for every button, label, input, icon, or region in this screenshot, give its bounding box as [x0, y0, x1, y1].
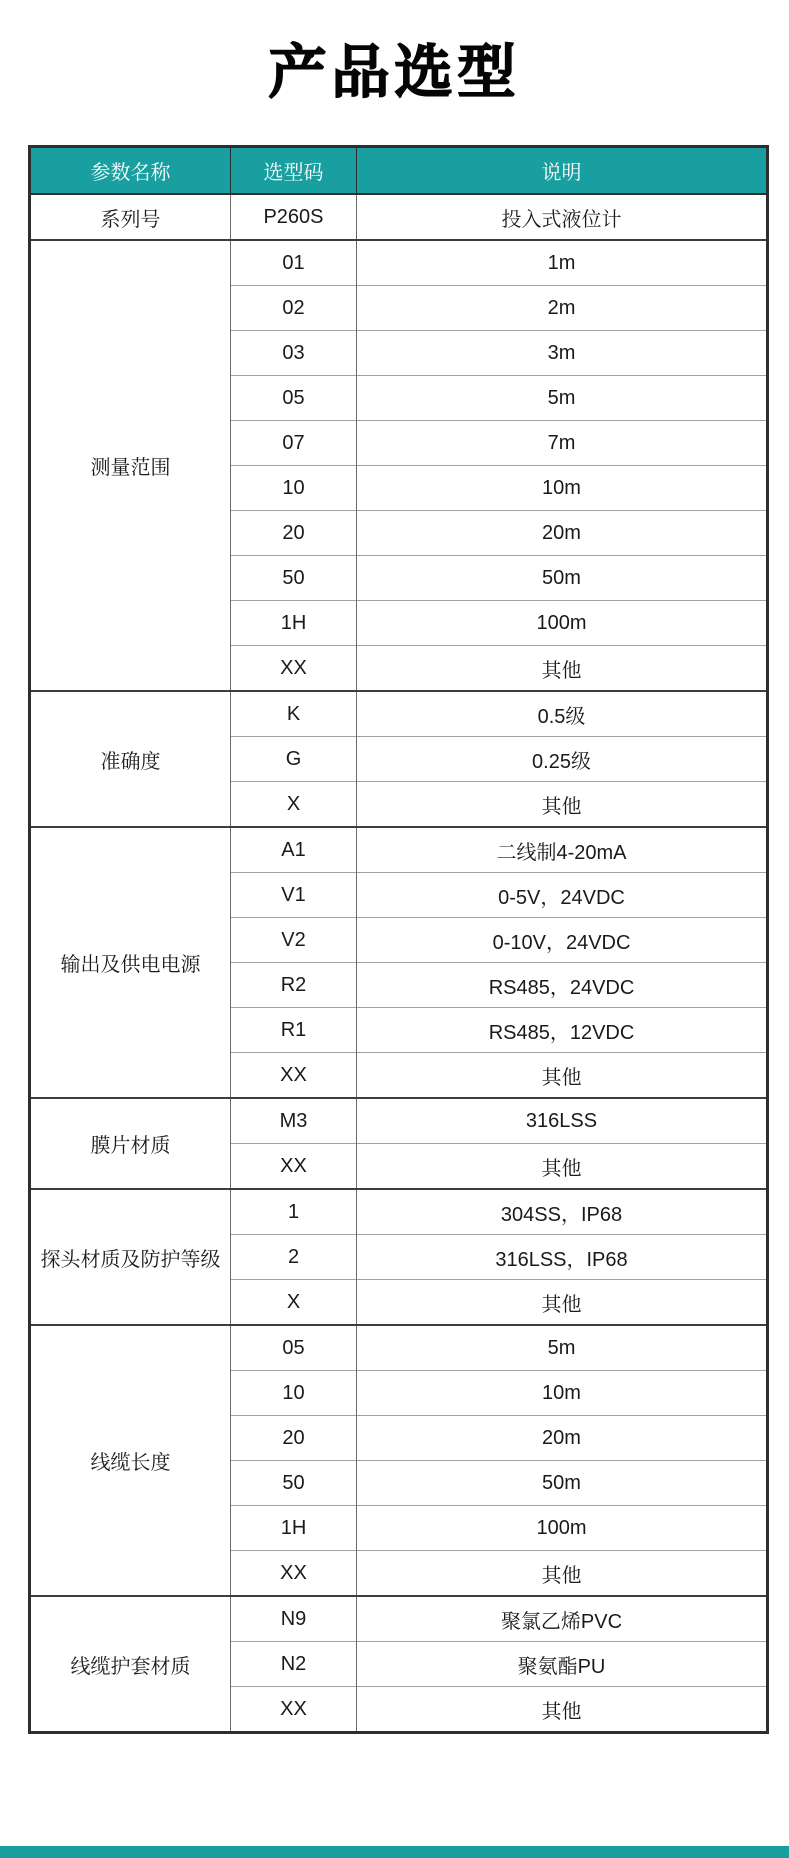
code-cell: M3	[231, 1098, 357, 1144]
header-row	[30, 147, 768, 195]
param-name-cell: 准确度	[30, 691, 231, 827]
code-cell: XX	[231, 1551, 357, 1597]
code-cell: XX	[231, 1144, 357, 1190]
desc-cell: 7m	[357, 421, 768, 466]
code-cell: 50	[231, 556, 357, 601]
code-cell: 20	[231, 1416, 357, 1461]
param-name-cell: 系列号	[30, 194, 231, 240]
code-cell: P260S	[231, 194, 357, 240]
desc-cell: 聚氨酯PU	[357, 1642, 768, 1687]
desc-cell: 20m	[357, 511, 768, 556]
col-header-parameter-name: 参数名称	[30, 147, 231, 195]
code-cell: 50	[231, 1461, 357, 1506]
desc-cell: 20m	[357, 1416, 768, 1461]
code-cell: XX	[231, 1053, 357, 1099]
code-cell: 1H	[231, 601, 357, 646]
col-header-description: 说明	[357, 147, 768, 195]
table-row	[30, 827, 768, 873]
desc-cell: 其他	[357, 646, 768, 692]
code-cell: XX	[231, 1687, 357, 1733]
desc-cell: RS485，12VDC	[357, 1008, 768, 1053]
desc-cell: 其他	[357, 1551, 768, 1597]
desc-cell: 其他	[357, 1687, 768, 1733]
code-cell: G	[231, 737, 357, 782]
table-row	[30, 691, 768, 737]
code-cell: A1	[231, 827, 357, 873]
desc-cell: 0-5V，24VDC	[357, 873, 768, 918]
table-row	[30, 1596, 768, 1642]
table-row	[30, 194, 768, 240]
param-name-cell: 探头材质及防护等级	[30, 1189, 231, 1325]
code-cell: 2	[231, 1235, 357, 1280]
desc-cell: 其他	[357, 1144, 768, 1190]
desc-cell: 5m	[357, 1325, 768, 1371]
page-title: 产品选型	[268, 40, 521, 105]
code-cell: 20	[231, 511, 357, 556]
param-name-cell: 输出及供电电源	[30, 827, 231, 1098]
code-cell: 10	[231, 466, 357, 511]
table-row	[30, 1325, 768, 1371]
table-row	[30, 1098, 768, 1144]
code-cell: X	[231, 1280, 357, 1326]
desc-cell: 5m	[357, 376, 768, 421]
table-header	[30, 147, 768, 195]
code-cell: R2	[231, 963, 357, 1008]
desc-cell: 0-10V，24VDC	[357, 918, 768, 963]
desc-cell: 投入式液位计	[357, 194, 768, 240]
desc-cell: 1m	[357, 240, 768, 286]
code-cell: R1	[231, 1008, 357, 1053]
col-header-selection-code: 选型码	[231, 147, 357, 195]
param-name-cell: 膜片材质	[30, 1098, 231, 1189]
desc-cell: 0.5级	[357, 691, 768, 737]
desc-cell: 10m	[357, 1371, 768, 1416]
code-cell: K	[231, 691, 357, 737]
table-body	[30, 194, 768, 1733]
desc-cell: 聚氯乙烯PVC	[357, 1596, 768, 1642]
code-cell: 1H	[231, 1506, 357, 1551]
code-cell: 01	[231, 240, 357, 286]
desc-cell: 100m	[357, 1506, 768, 1551]
desc-cell: 316LSS	[357, 1098, 768, 1144]
code-cell: N2	[231, 1642, 357, 1687]
desc-cell: 二线制4-20mA	[357, 827, 768, 873]
code-cell: 10	[231, 1371, 357, 1416]
desc-cell: RS485，24VDC	[357, 963, 768, 1008]
desc-cell: 50m	[357, 1461, 768, 1506]
code-cell: V1	[231, 873, 357, 918]
param-name-cell: 线缆护套材质	[30, 1596, 231, 1733]
product-selection-table	[28, 145, 769, 1734]
code-cell: V2	[231, 918, 357, 963]
code-cell: 05	[231, 1325, 357, 1371]
desc-cell: 其他	[357, 1280, 768, 1326]
param-name-cell: 测量范围	[30, 240, 231, 691]
desc-cell: 0.25级	[357, 737, 768, 782]
desc-cell: 316LSS，IP68	[357, 1235, 768, 1280]
code-cell: 05	[231, 376, 357, 421]
code-cell: 07	[231, 421, 357, 466]
desc-cell: 304SS，IP68	[357, 1189, 768, 1235]
code-cell: 03	[231, 331, 357, 376]
code-cell: 1	[231, 1189, 357, 1235]
param-name-cell: 线缆长度	[30, 1325, 231, 1596]
table-row	[30, 240, 768, 286]
code-cell: XX	[231, 646, 357, 692]
desc-cell: 50m	[357, 556, 768, 601]
desc-cell: 其他	[357, 1053, 768, 1099]
desc-cell: 2m	[357, 286, 768, 331]
table-row	[30, 1189, 768, 1235]
footer-accent-bar	[0, 1846, 789, 1858]
desc-cell: 10m	[357, 466, 768, 511]
code-cell: 02	[231, 286, 357, 331]
desc-cell: 3m	[357, 331, 768, 376]
code-cell: N9	[231, 1596, 357, 1642]
desc-cell: 100m	[357, 601, 768, 646]
desc-cell: 其他	[357, 782, 768, 828]
code-cell: X	[231, 782, 357, 828]
